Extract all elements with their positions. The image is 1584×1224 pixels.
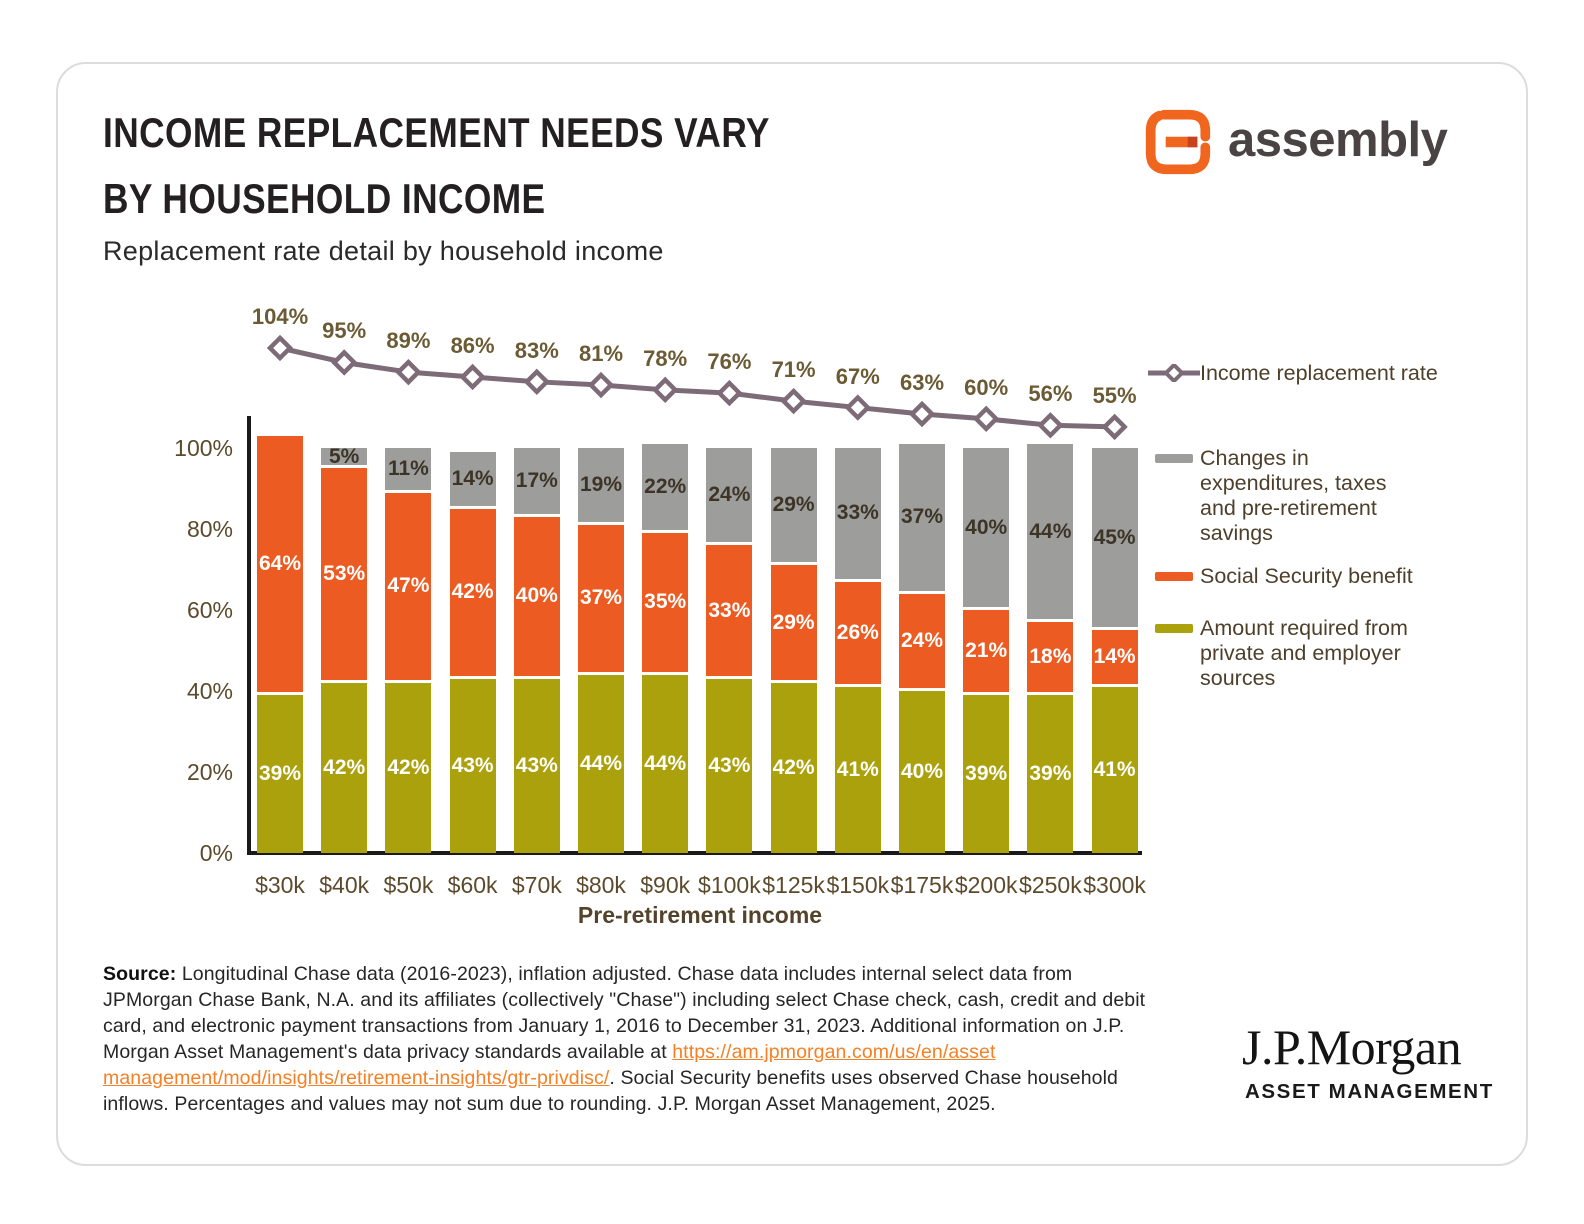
y-tick-label: 0% [199, 840, 233, 866]
x-tick-label: $90k [640, 872, 691, 898]
line-value-label: 83% [514, 337, 559, 363]
bar-segment-social-security: 29% [771, 565, 817, 682]
line-value-label: 63% [899, 370, 945, 395]
bar-segment-changes: 5% [321, 448, 367, 468]
line-value-label: 81% [578, 341, 624, 367]
bar-segment-private-sources: 41% [835, 687, 881, 853]
bar-segment-private-sources: 39% [1027, 695, 1073, 853]
bar-segment-social-security: 26% [835, 582, 881, 687]
jpmorgan-division: ASSET MANAGEMENT [1245, 1080, 1494, 1103]
legend-swatch-changes [1155, 454, 1193, 463]
bar-segment-changes: 11% [385, 448, 431, 493]
y-axis-line [247, 416, 251, 855]
x-tick-label: $80k [576, 872, 626, 898]
legend-label-social-security: Social Security benefit [1200, 564, 1413, 588]
y-tick-label: 60% [186, 597, 233, 623]
y-tick-label: 40% [186, 678, 233, 704]
x-tick-label: $100k [698, 872, 761, 898]
assembly-wordmark: assembly [1228, 113, 1448, 167]
x-tick-label: $175k [890, 872, 954, 898]
x-axis-title: Pre-retirement income [577, 902, 823, 928]
x-tick-label: $50k [383, 872, 434, 898]
line-value-label: 55% [1092, 382, 1137, 408]
source-note [103, 961, 1165, 1117]
bar-segment-changes: 22% [642, 444, 688, 533]
bar-segment-private-sources: 40% [899, 691, 945, 853]
line-value-label: 56% [1028, 381, 1073, 407]
y-tick-label: 20% [186, 759, 233, 785]
bar-segment-private-sources: 44% [642, 675, 688, 853]
bar-segment-social-security: 24% [899, 594, 945, 691]
bar-segment-private-sources: 44% [578, 675, 624, 853]
bar-segment-social-security: 14% [1092, 630, 1138, 687]
bar-segment-private-sources: 39% [257, 695, 303, 853]
legend-label-private-sources: Amount required from private and employer sources [1200, 616, 1408, 690]
bar-segment-changes: 14% [450, 452, 496, 509]
bar-segment-social-security: 64% [257, 436, 303, 695]
line-value-label: 89% [386, 328, 431, 354]
bar-segment-social-security: 33% [706, 545, 752, 679]
bar-segment-changes: 45% [1092, 448, 1138, 630]
line-value-label: 71% [771, 357, 816, 383]
line-value-label: 78% [643, 345, 688, 371]
bar-segment-changes: 40% [963, 448, 1009, 610]
bar-segment-changes: 17% [514, 448, 560, 517]
x-tick-label: $30k [255, 872, 305, 898]
bar-segment-social-security: 47% [385, 493, 431, 683]
bar-segment-private-sources: 43% [706, 679, 752, 853]
x-tick-label: $300k [1083, 872, 1146, 898]
x-tick-label: $60k [447, 872, 498, 898]
bar-segment-social-security: 18% [1027, 622, 1073, 695]
line-value-label: 60% [964, 374, 1009, 400]
privacy-link[interactable]: https://am.jpmorgan.com/us/en/asset management/mod/insights/retirement-insights/gtr-privdisc/ [103, 1041, 996, 1089]
bar-segment-social-security: 21% [963, 610, 1009, 695]
page-title: INCOME REPLACEMENT NEEDS VARY BY HOUSEHOLD INCOME [103, 109, 770, 222]
jpmorgan-logo: J.P.Morgan [1242, 1019, 1462, 1075]
source-text-2: . Social Security benefits uses observed Chase household inflows. Percentages and values may not sum due to rounding. J.P. Morgan Asset Management, 2025. [103, 1067, 1118, 1115]
line-value-label: 76% [707, 349, 752, 375]
x-tick-label: $125k [762, 872, 825, 898]
bar-segment-social-security: 42% [450, 509, 496, 679]
bar-segment-social-security: 37% [578, 525, 624, 675]
bar-segment-social-security: 35% [642, 533, 688, 675]
bar-segment-private-sources: 41% [1092, 687, 1138, 853]
legend-label-income-replacement-rate: Income replacement rate [1200, 361, 1438, 385]
line-value-label: 86% [450, 332, 495, 358]
source-text-1: Longitudinal Chase data (2016-2023), inflation adjusted. Chase data includes internal select data from JPMorgan Chase Bank, N.A. and its affiliates (collectively "Chase") including select Chase check, cash, credit and debit card, and electronic payment transactions from January 1, 2016 to December 31, 2023. Additional information on J.P. Morgan Asset Management's data privacy standards available at [103, 963, 1146, 1063]
line-value-label: 95% [322, 318, 367, 344]
bar-segment-private-sources: 42% [385, 683, 431, 853]
y-tick-label: 100% [174, 435, 233, 461]
source-prefix: Source: [103, 963, 177, 985]
bar-segment-private-sources: 43% [514, 679, 560, 853]
x-tick-label: $250k [1019, 872, 1082, 898]
bar-segment-changes: 37% [899, 444, 945, 594]
bar-segment-changes: 33% [835, 448, 881, 582]
bar-segment-social-security: 40% [514, 517, 560, 679]
x-tick-label: $150k [826, 872, 890, 898]
x-tick-label: $200k [954, 872, 1018, 898]
bar-segment-private-sources: 39% [963, 695, 1009, 853]
bar-segment-changes: 29% [771, 448, 817, 565]
bar-segment-changes: 24% [706, 448, 752, 545]
bar-segment-private-sources: 42% [771, 683, 817, 853]
y-tick-label: 80% [186, 516, 233, 542]
bar-segment-social-security: 53% [321, 468, 367, 683]
bar-segment-changes: 19% [578, 448, 624, 525]
legend-swatch-private-sources [1155, 624, 1193, 633]
x-tick-label: $70k [511, 872, 562, 898]
x-tick-label: $40k [319, 872, 370, 898]
legend-label-changes: Changes in expenditures, taxes and pre-retirement savings [1200, 446, 1387, 545]
page-subtitle: Replacement rate detail by household income [103, 236, 664, 266]
bar-segment-private-sources: 43% [450, 679, 496, 853]
bar-segment-changes: 44% [1027, 444, 1073, 622]
bar-segment-private-sources: 42% [321, 683, 367, 853]
assembly-logo-icon [1141, 105, 1215, 179]
legend-swatch-social-security [1155, 572, 1193, 581]
line-value-label: 104% [251, 304, 309, 329]
line-value-label: 67% [835, 363, 880, 389]
